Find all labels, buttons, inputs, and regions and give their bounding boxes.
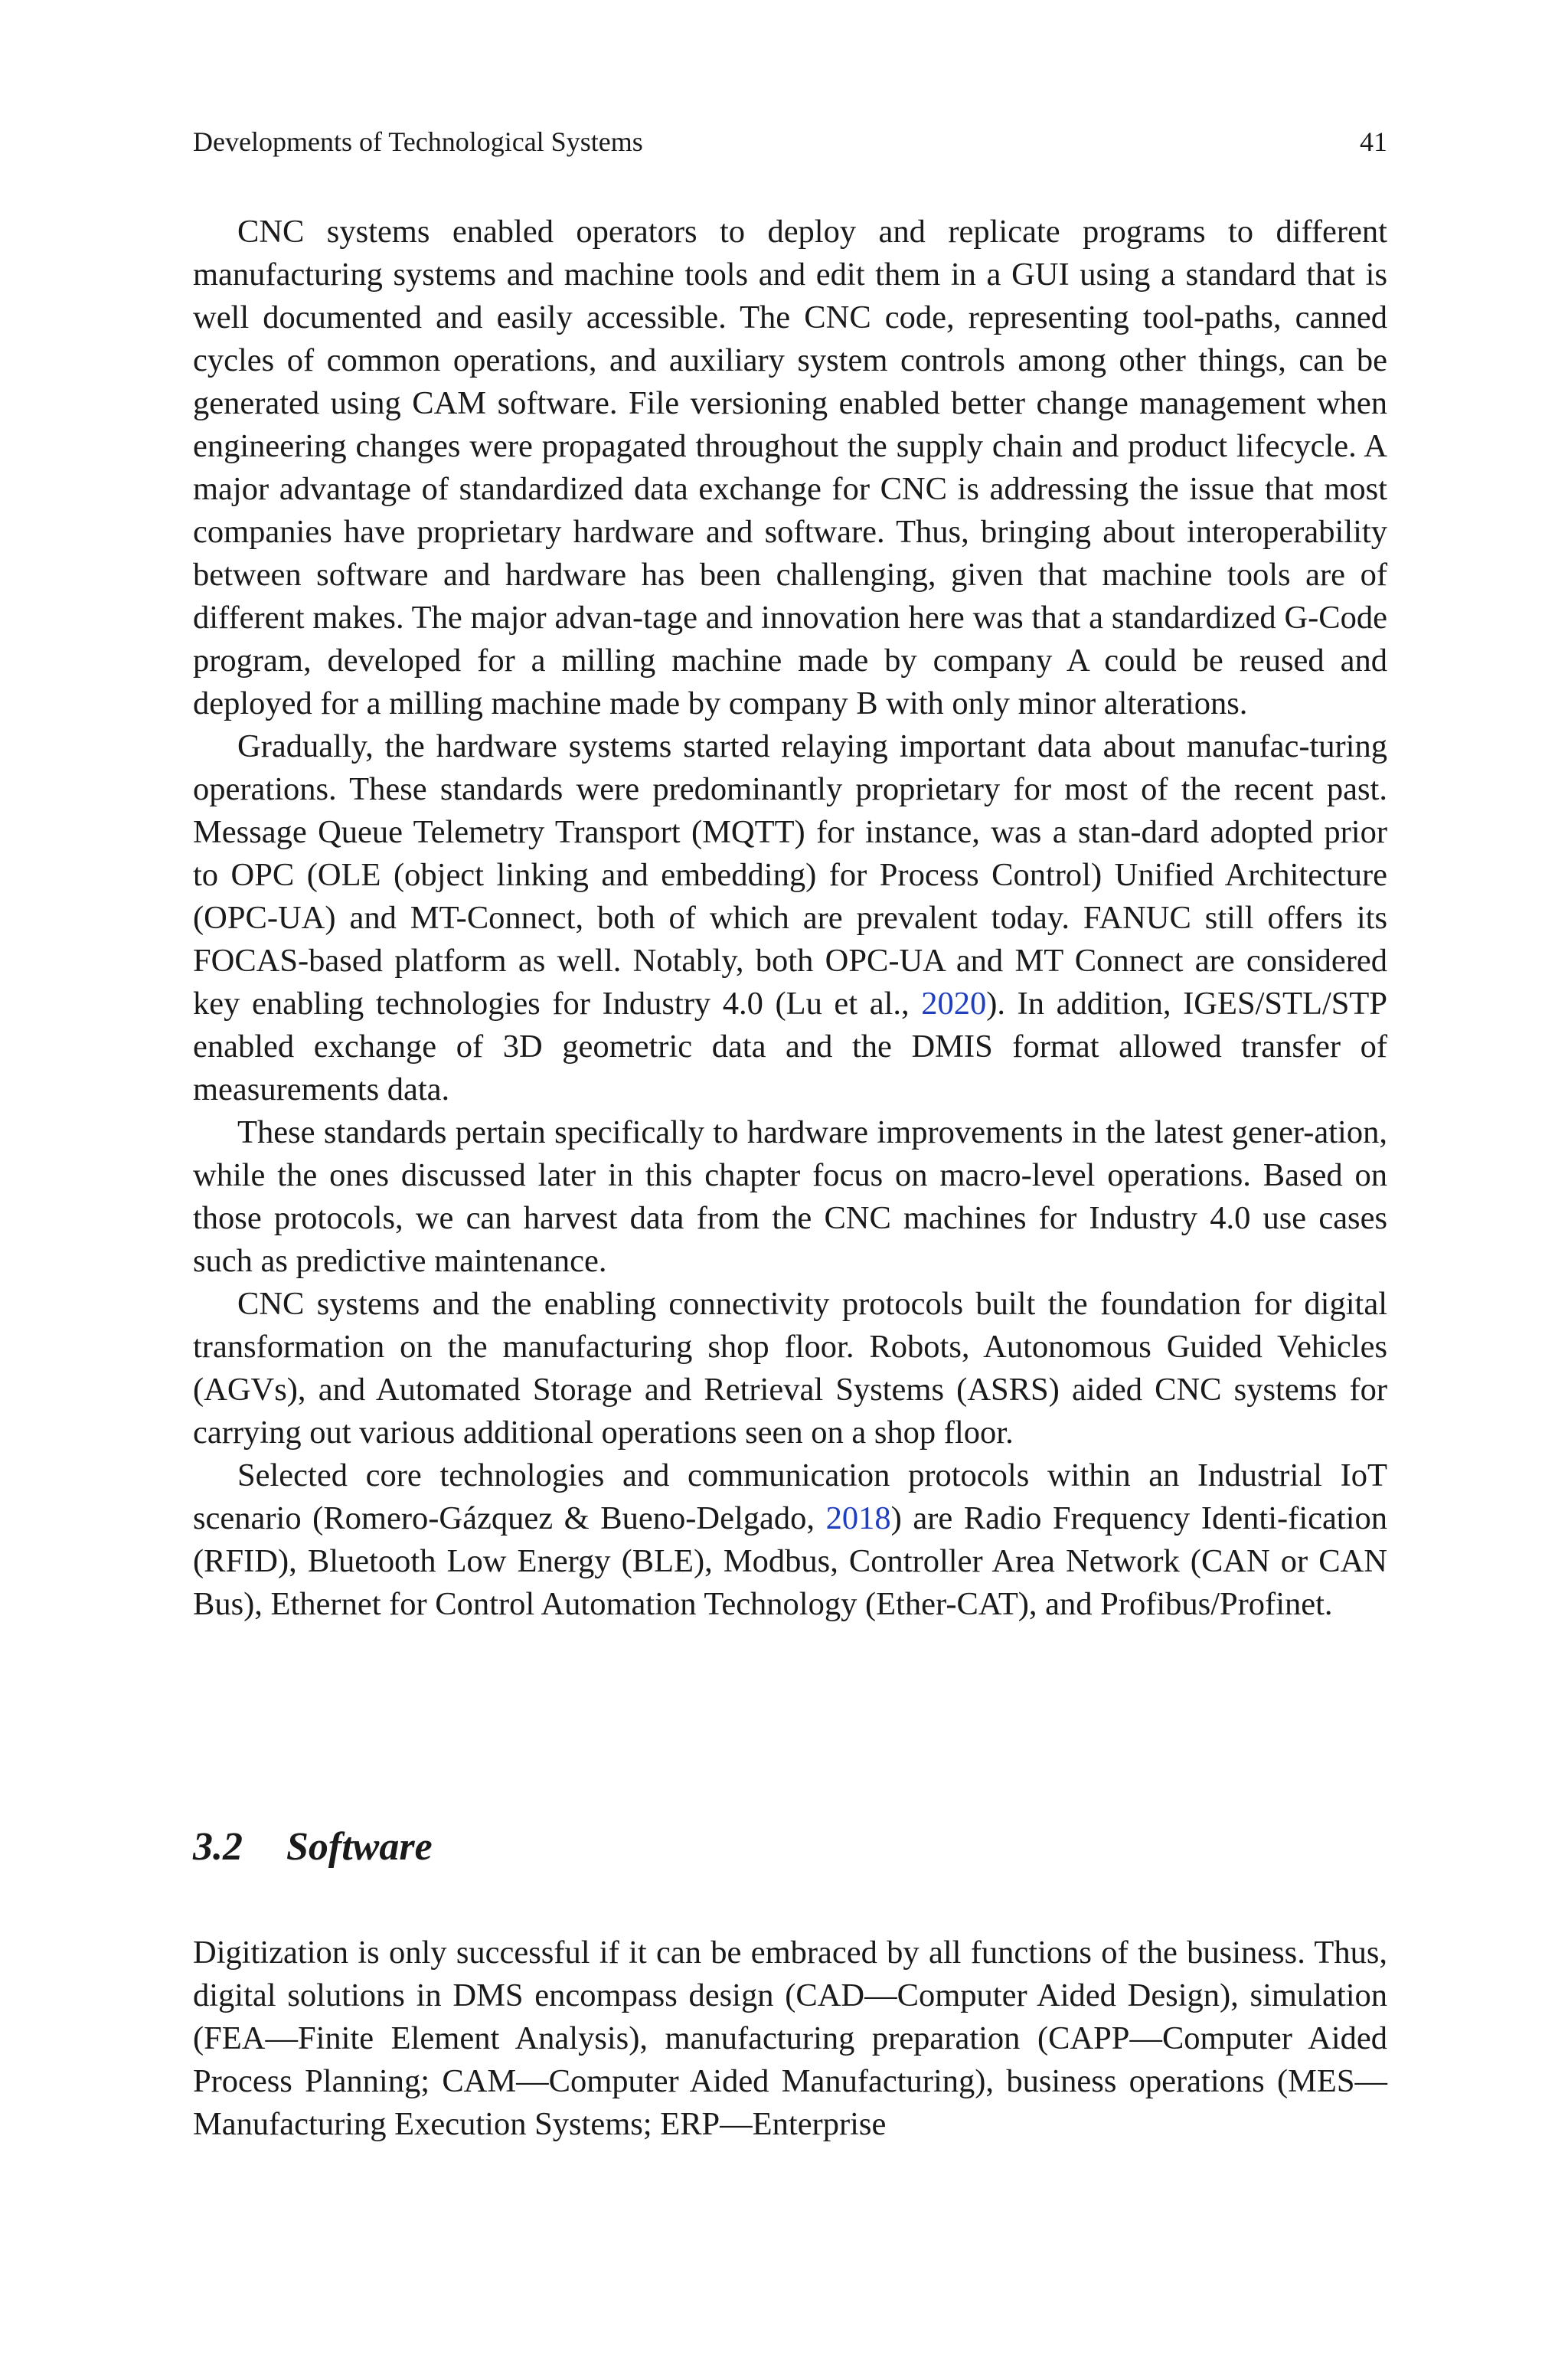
paragraph-digitization: Digitization is only successful if it can be embraced by all functions of the business. Thus, digital solutions in DMS encompass design (CAD—Computer Aided Design), simulation (FEA—Finite Element Analysis), manufacturing preparation (CAPP—Computer Aided Process Planning; CAM—Computer Aided Manufacturing), business operations (MES—Manufacturing Execution Systems; ERP—Enterprise bbox=[193, 1935, 1387, 2142]
citation-link-2018[interactable]: 2018 bbox=[825, 1500, 891, 1536]
running-header bbox=[193, 123, 1387, 161]
body-text bbox=[193, 211, 1387, 1626]
page-number: 41 bbox=[1360, 126, 1387, 157]
citation-link-2020[interactable]: 2020 bbox=[921, 986, 987, 1022]
running-title: Developments of Technological Systems bbox=[193, 126, 643, 157]
paragraph-hardware-data-text: Gradually, the hardware systems started relaying important data about manufac-turing operations. These standards were predominantly proprietary for most of the recent past. Message Queue Telemetry Transport (MQTT) for instance, was a stan-dard adopted prior to OPC (OLE (object linking and embedding) for Process Control) Unified Architecture (OPC-UA) and MT-Connect, both of which are prevalent today. FANUC still offers its FOCAS-based platform as well. Notably, both OPC-UA and MT Connect are considered key enabling technologies for Industry 4.0 (Lu et al., bbox=[193, 728, 1387, 1022]
section-body-text bbox=[193, 1932, 1387, 2146]
paragraph-core-technologies-text: Selected core technologies and communication protocols within an Industrial IoT scenario (Romero-Gázquez & Bueno-Delgado, bbox=[193, 1457, 1387, 1536]
paragraph-hardware-data bbox=[193, 725, 1387, 1111]
paragraph-connectivity: CNC systems and the enabling connectivity protocols built the foundation for digital transformation on the manufacturing shop floor. Robots, Autonomous Guided Vehicles (AGVs), and Automated Storage and Retrieval Systems (ASRS) aided CNC systems for carrying out various additional operations seen on a shop floor. bbox=[193, 1286, 1387, 1451]
paragraph-standards: These standards pertain specifically to hardware improvements in the latest gener-ation, while the ones discussed later in this chapter focus on macro-level operations. Based on those protocols, we can harvest data from the CNC machines for Industry 4.0 use cases such as predictive maintenance. bbox=[193, 1114, 1387, 1279]
paragraph-cnc-systems: CNC systems enabled operators to deploy and replicate programs to different manufacturing systems and machine tools and edit them in a GUI using a standard that is well documented and easily accessible. The CNC code, representing tool-paths, canned cycles of common operations, and auxiliary system controls among other things, can be generated using CAM software. File versioning enabled better change management when engineering changes were propagated throughout the supply chain and product lifecycle. A major advantage of standardized data exchange for CNC is addressing the issue that most companies have proprietary hardware and software. Thus, bringing about interoperability between software and hardware has been challenging, given that machine tools are of different makes. The major advan-tage and innovation here was that a standardized G-Code program, developed for a milling machine made by company A could be reused and deployed for a milling machine made by company B with only minor alterations. bbox=[193, 214, 1387, 721]
section-title: Software bbox=[286, 1825, 433, 1869]
paragraph-hardware-data-text-end: ). In addition, IGES/STL/STP enabled exchange of 3D geometric data and the DMIS format allowed transfer of measurements data. bbox=[193, 986, 1387, 1107]
paragraph-core-technologies-text-end: ) are Radio Frequency Identi-fication (RFID), Bluetooth Low Energy (BLE), Modbus, Controller Area Network (CAN or CAN Bus), Ethernet for Control Automation Technology (Ether-CAT), and Profibus/Profinet. bbox=[193, 1500, 1387, 1622]
document-page bbox=[193, 0, 1387, 2378]
paragraph-core-technologies bbox=[193, 1454, 1387, 1626]
section-number: 3.2 bbox=[193, 1825, 243, 1869]
section-heading bbox=[193, 1824, 433, 1870]
